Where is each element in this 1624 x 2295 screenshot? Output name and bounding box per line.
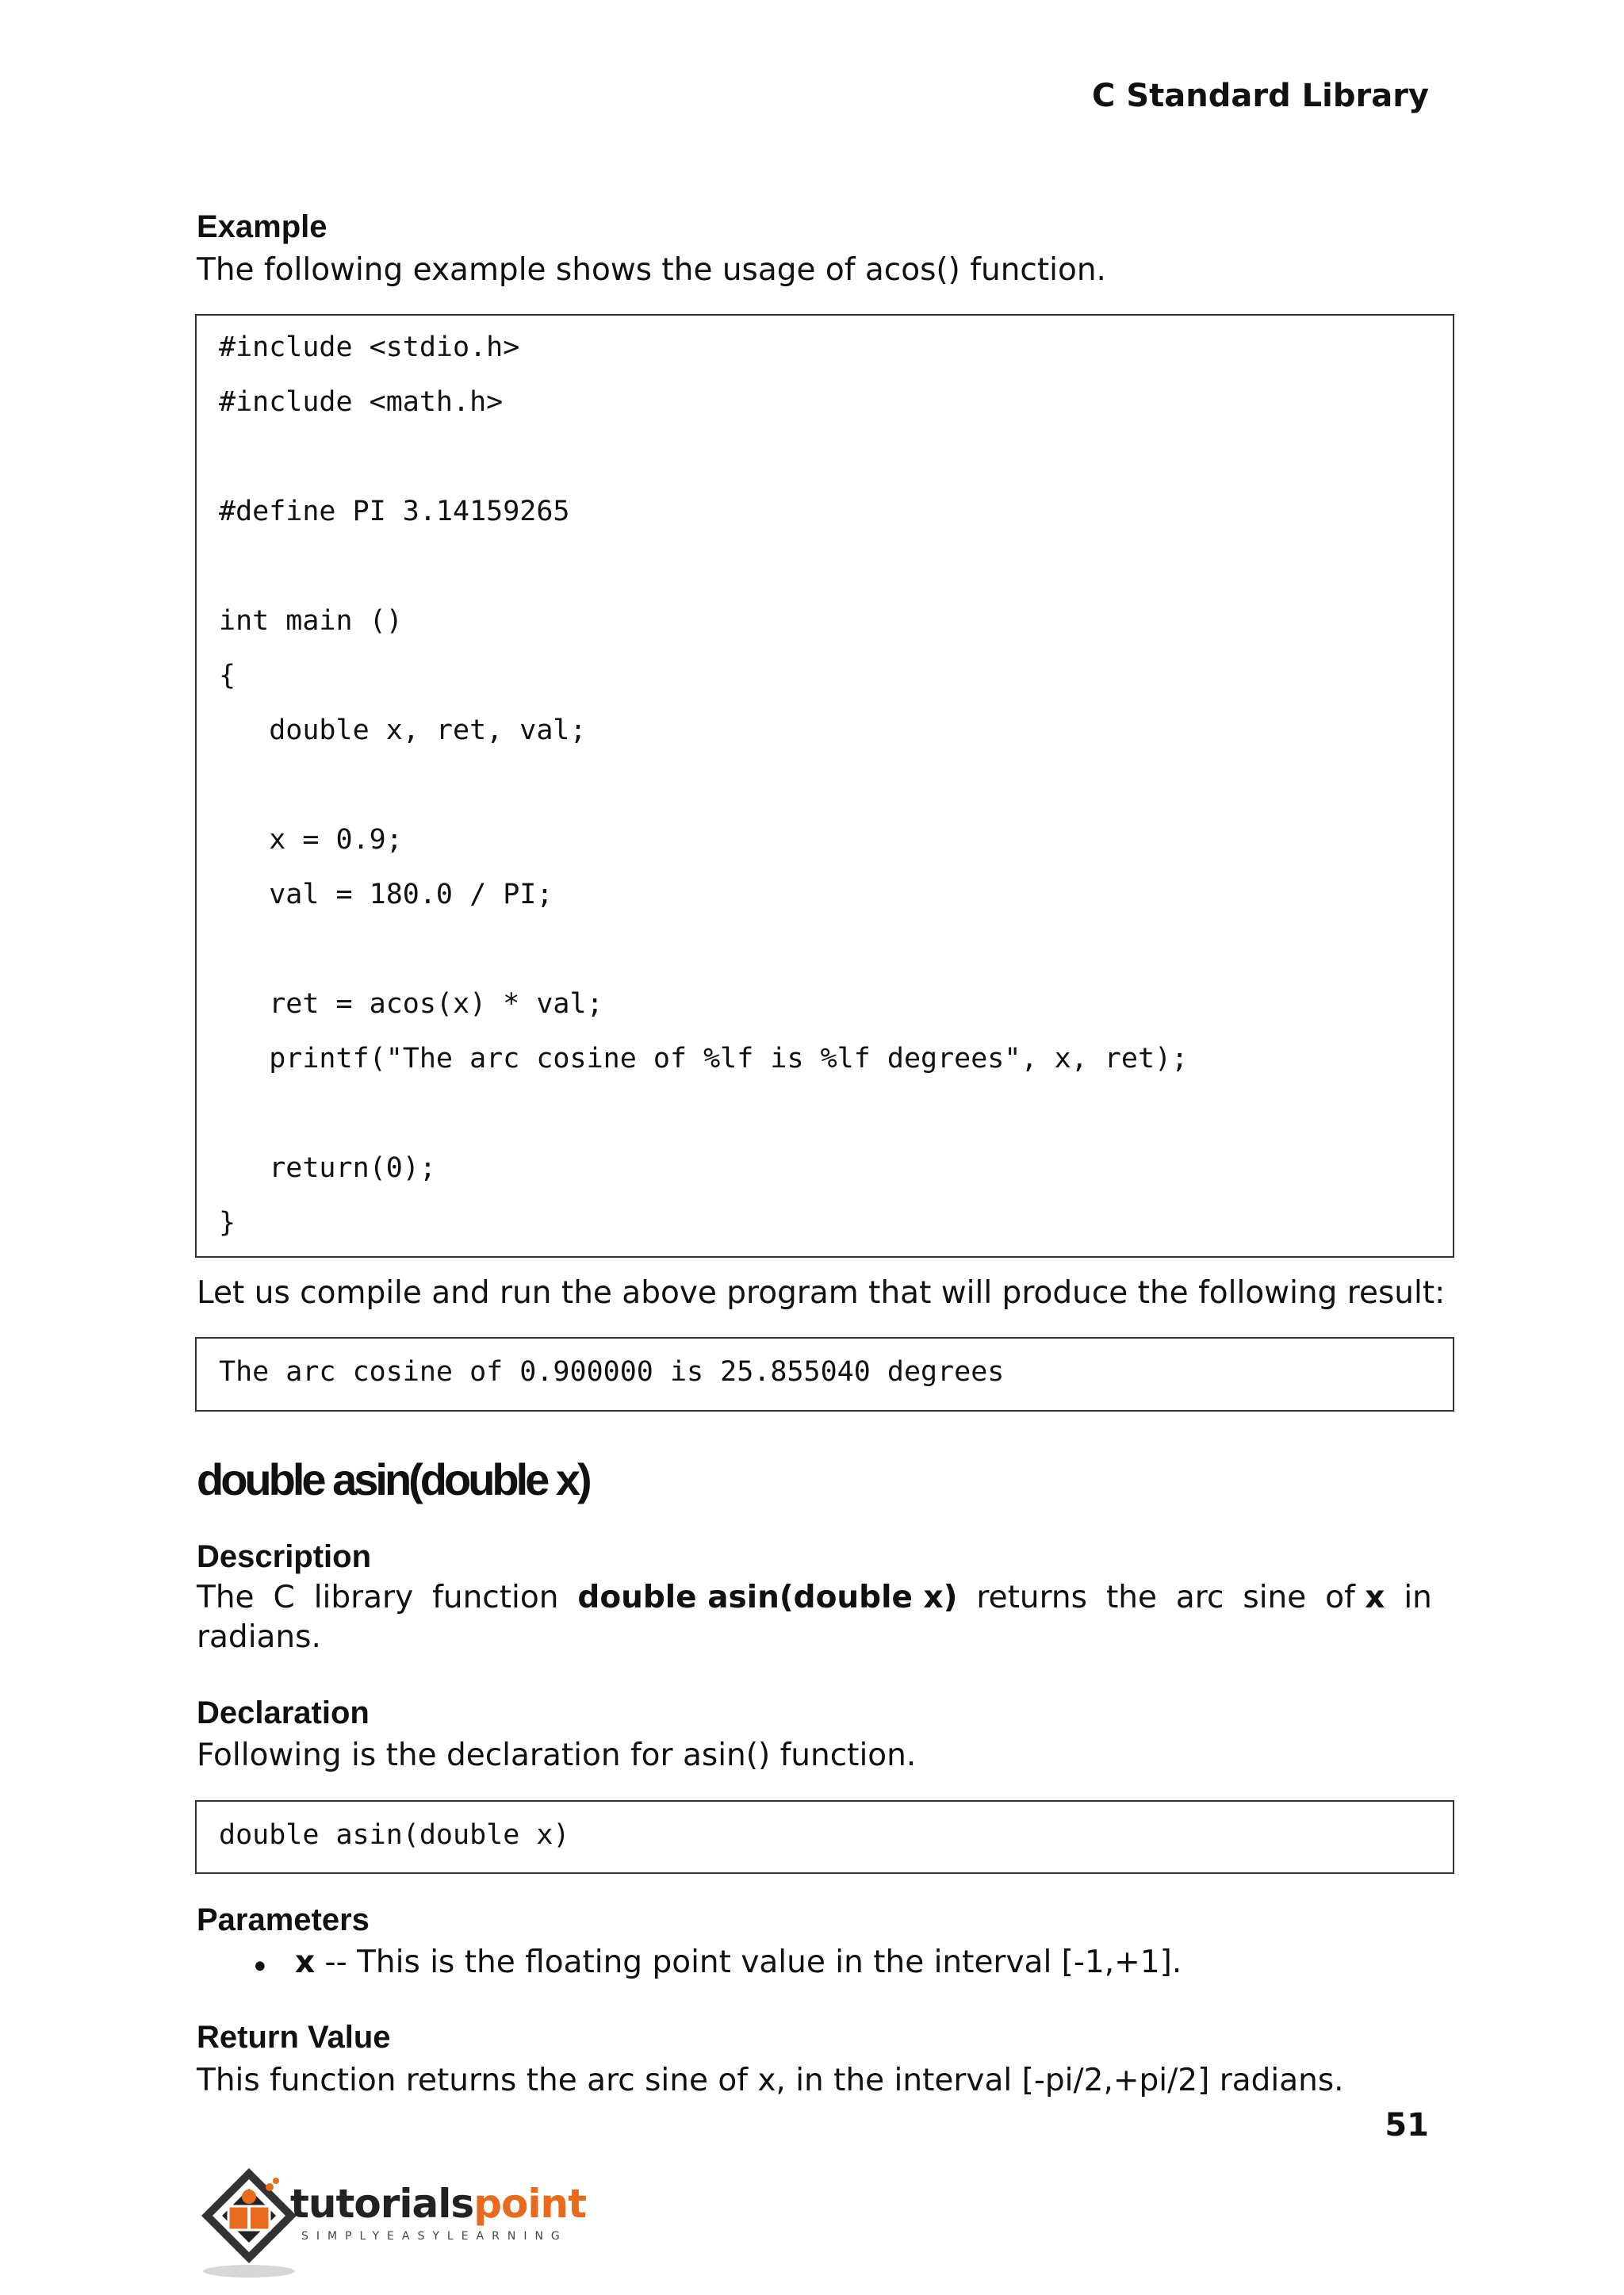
code-line: printf("The arc cosine of %lf is %lf degrees", x, ret); — [219, 1043, 1189, 1075]
section-title: double asin(double x) — [197, 1454, 589, 1504]
code-line: int main () — [219, 605, 403, 637]
description-word: the — [1105, 1580, 1157, 1615]
running-header-title: C Standard Library — [1092, 78, 1429, 114]
description-function-name: double asin(double x) — [577, 1580, 958, 1615]
declaration-code-block — [195, 1800, 1454, 1874]
code-line: } — [219, 1207, 236, 1239]
description-word: sine — [1243, 1580, 1307, 1615]
bullet-icon: • — [251, 1949, 270, 1986]
declaration-code-line: double asin(double x) — [219, 1819, 570, 1851]
svg-text:SIMPLYEASYLEARNING: SIMPLYEASYLEARNING — [301, 2230, 568, 2243]
description-word: arc — [1175, 1580, 1224, 1615]
description-word: in — [1404, 1580, 1432, 1615]
description-line2: radians. — [197, 1619, 321, 1655]
description-word: C — [273, 1580, 295, 1615]
tutorialspoint-logo — [193, 2160, 586, 2279]
description-word: function — [432, 1580, 559, 1615]
declaration-heading: Declaration — [197, 1695, 370, 1730]
code-line: x = 0.9; — [219, 824, 403, 856]
code-line: val = 180.0 / PI; — [219, 879, 553, 910]
example-intro: The following example shows the usage of acos() function. — [197, 252, 1106, 288]
page-number: 51 — [1385, 2107, 1429, 2144]
result-output-line: The arc cosine of 0.900000 is 25.855040 degrees — [219, 1356, 1005, 1388]
result-intro: Let us compile and run the above program that will produce the following result: — [197, 1275, 1446, 1311]
example-heading: Example — [197, 209, 327, 244]
code-line: #include <stdio.h> — [219, 331, 520, 363]
parameter-description: -- This is the floating point value in the interval [-1,+1]. — [315, 1944, 1182, 1980]
parameter-item — [295, 1944, 1182, 1980]
code-line: #define PI 3.14159265 — [219, 496, 570, 527]
description-text — [197, 1578, 1432, 1657]
code-line: ret = acos(x) * val; — [219, 988, 603, 1020]
code-line: { — [219, 660, 236, 692]
parameter-name: x — [295, 1944, 316, 1980]
description-word: library — [313, 1580, 414, 1615]
svg-text:tutorialspoint: tutorialspoint — [290, 2181, 586, 2227]
declaration-intro: Following is the declaration for asin() function. — [197, 1738, 917, 1773]
result-output-block — [195, 1337, 1454, 1412]
logo-emblem-icon — [193, 2160, 586, 2279]
description-word: returns — [976, 1580, 1087, 1615]
description-word: The — [197, 1580, 255, 1615]
code-line: #include <math.h> — [219, 386, 504, 418]
code-line: return(0); — [219, 1152, 436, 1184]
code-line: double x, ret, val; — [219, 715, 587, 746]
description-heading: Description — [197, 1539, 372, 1574]
description-of-x: of x — [1325, 1580, 1385, 1615]
return-value-text: This function returns the arc sine of x, in the interval [-pi/2,+pi/2] radians. — [197, 2063, 1344, 2098]
return-value-heading: Return Value — [197, 2020, 391, 2055]
example-code-block — [195, 314, 1454, 1258]
parameters-heading: Parameters — [197, 1902, 370, 1937]
